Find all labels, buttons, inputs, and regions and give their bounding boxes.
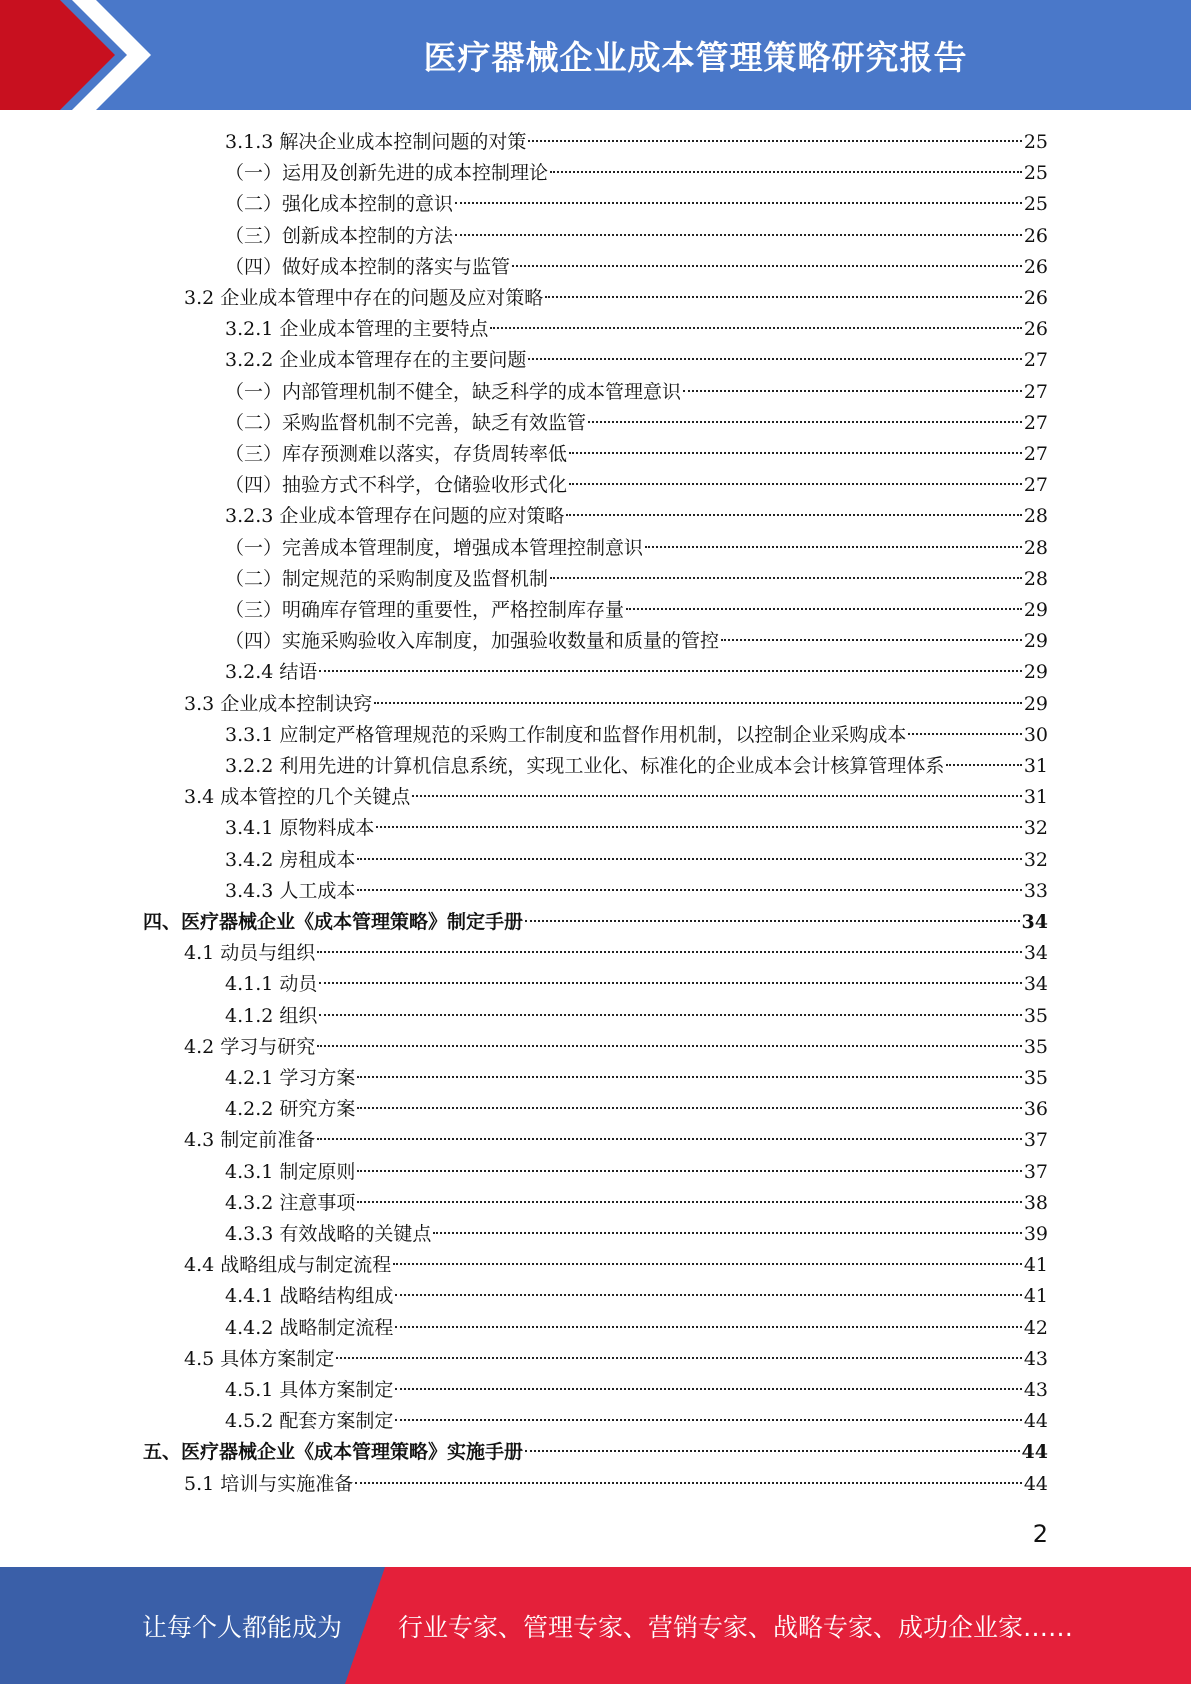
toc-dot-leader [525, 1450, 1020, 1452]
toc-entry[interactable] [225, 1313, 1048, 1344]
toc-entry-title: （二）强化成本控制的意识 [225, 193, 454, 215]
toc-entry-page: 30 [1023, 724, 1048, 746]
toc-entry-page: 31 [1023, 786, 1048, 808]
toc-entry-page: 44 [1023, 1410, 1048, 1432]
toc-dot-leader [455, 202, 1022, 204]
toc-dot-leader [317, 1045, 1022, 1047]
toc-entry-page: 37 [1023, 1129, 1048, 1151]
toc-entry-title: 3.1.3 解决企业成本控制问题的对策 [225, 131, 527, 153]
toc-entry-page: 35 [1023, 1036, 1048, 1058]
toc-dot-leader [455, 234, 1022, 236]
toc-entry-title: 4.2.1 学习方案 [225, 1067, 356, 1089]
toc-dot-leader [319, 670, 1021, 672]
toc-dot-leader [317, 951, 1022, 953]
toc-dot-leader [569, 483, 1022, 485]
toc-entry[interactable] [225, 1219, 1048, 1250]
toc-entry[interactable] [225, 1406, 1048, 1437]
toc-entry[interactable] [225, 1375, 1048, 1406]
toc-entry-title: 3.3.1 应制定严格管理规范的采购工作制度和监督作用机制，以控制企业采购成本 [225, 724, 907, 746]
toc-entry-title: 4.3.3 有效战略的关键点 [225, 1223, 432, 1245]
toc-entry-title: 3.2.2 利用先进的计算机信息系统，实现工业化、标准化的企业成本会计核算管理体系 [225, 755, 945, 777]
toc-entry-page: 26 [1023, 287, 1048, 309]
toc-entry[interactable] [225, 813, 1048, 844]
toc-entry-title: 4.2 学习与研究 [184, 1036, 316, 1058]
toc-entry-page: 32 [1023, 817, 1048, 839]
toc-entry-title: （四）抽验方式不科学，仓储验收形式化 [225, 474, 568, 496]
toc-entry[interactable] [184, 1250, 1048, 1281]
toc-entry-page: 43 [1023, 1379, 1048, 1401]
toc-entry[interactable] [225, 439, 1048, 470]
toc-dot-leader [490, 327, 1021, 329]
toc-entry-page: 41 [1023, 1254, 1048, 1276]
toc-dot-leader [525, 920, 1020, 922]
toc-entry-title: （四）做好成本控制的落实与监管 [225, 256, 511, 278]
toc-dot-leader [626, 608, 1022, 610]
toc-entry-title: 4.1.1 动员 [225, 973, 318, 995]
toc-entry-title: 4.4.1 战略结构组成 [225, 1285, 394, 1307]
toc-dot-leader [376, 826, 1021, 828]
toc-entry[interactable] [225, 408, 1048, 439]
toc-entry-title: 五、医疗器械企业《成本管理策略》实施手册 [143, 1441, 524, 1463]
toc-entry[interactable] [225, 626, 1048, 657]
toc-dot-leader [433, 1232, 1021, 1234]
toc-dot-leader [566, 514, 1021, 516]
footer-slogan-right: 行业专家、管理专家、营销专家、战略专家、成功企业家…… [398, 1612, 1074, 1642]
toc-entry[interactable] [225, 1094, 1048, 1125]
toc-dot-leader [319, 1014, 1021, 1016]
toc-dot-leader [317, 1138, 1022, 1140]
toc-dot-leader [319, 982, 1021, 984]
toc-entry-page: 38 [1023, 1192, 1048, 1214]
toc-entry-title: 4.3 制定前准备 [184, 1129, 316, 1151]
toc-entry[interactable] [143, 1437, 1048, 1468]
toc-entry-title: （四）实施采购验收入库制度，加强验收数量和质量的管控 [225, 630, 720, 652]
toc-dot-leader [395, 1388, 1021, 1390]
toc-dot-leader [357, 1076, 1021, 1078]
toc-entry-title: （一）运用及创新先进的成本控制理论 [225, 162, 549, 184]
toc-entry-page: 44 [1021, 1441, 1048, 1463]
toc-entry[interactable] [184, 1469, 1048, 1500]
toc-entry-page: 33 [1023, 880, 1048, 902]
toc-entry[interactable] [225, 657, 1048, 688]
toc-entry[interactable] [225, 470, 1048, 501]
toc-entry[interactable] [225, 876, 1048, 907]
toc-dot-leader [569, 452, 1022, 454]
toc-entry[interactable] [184, 1125, 1048, 1156]
toc-entry-title: 3.2.1 企业成本管理的主要特点 [225, 318, 489, 340]
page-footer [0, 1567, 1191, 1684]
toc-dot-leader [395, 1419, 1021, 1421]
toc-dot-leader [545, 296, 1022, 298]
toc-entry-page: 29 [1023, 661, 1048, 683]
toc-entry[interactable] [225, 1281, 1048, 1312]
toc-entry-page: 43 [1023, 1348, 1048, 1370]
toc-entry-page: 44 [1023, 1473, 1048, 1495]
toc-dot-leader [357, 1170, 1021, 1172]
toc-entry[interactable] [184, 689, 1048, 720]
toc-entry[interactable] [184, 283, 1048, 314]
toc-entry-title: （三）创新成本控制的方法 [225, 225, 454, 247]
toc-entry[interactable] [225, 252, 1048, 283]
toc-entry-title: 4.3.1 制定原则 [225, 1161, 356, 1183]
toc-entry-title: 3.3 企业成本控制诀窍 [184, 693, 373, 715]
toc-entry-title: 四、医疗器械企业《成本管理策略》制定手册 [143, 911, 524, 933]
toc-entry-title: 3.2.4 结语 [225, 661, 318, 683]
toc-dot-leader [374, 702, 1022, 704]
toc-entry[interactable] [225, 501, 1048, 532]
toc-dot-leader [395, 1326, 1021, 1328]
toc-entry-title: （一）内部管理机制不健全，缺乏科学的成本管理意识 [225, 381, 682, 403]
toc-entry-title: 4.3.2 注意事项 [225, 1192, 356, 1214]
toc-entry-title: （一）完善成本管理制度，增强成本管理控制意识 [225, 537, 644, 559]
toc-entry-page: 25 [1023, 131, 1048, 153]
toc-entry-page: 26 [1023, 256, 1048, 278]
toc-entry-title: 3.4.2 房租成本 [225, 849, 356, 871]
toc-entry[interactable] [225, 533, 1048, 564]
toc-entry-title: （三）明确库存管理的重要性，严格控制库存量 [225, 599, 625, 621]
toc-entry-page: 27 [1023, 443, 1048, 465]
header-arrow-icon [0, 0, 160, 110]
toc-entry[interactable] [184, 1344, 1048, 1375]
toc-entry-title: （三）库存预测难以落实，存货周转率低 [225, 443, 568, 465]
toc-dot-leader [336, 1357, 1022, 1359]
toc-entry-page: 31 [1023, 755, 1048, 777]
page-number: 2 [1032, 1520, 1048, 1548]
toc-dot-leader [357, 1201, 1021, 1203]
toc-entry-title: 4.1.2 组织 [225, 1005, 318, 1027]
toc-dot-leader [683, 390, 1022, 392]
toc-entry-page: 28 [1023, 568, 1048, 590]
toc-entry-page: 29 [1023, 693, 1048, 715]
toc-entry-page: 28 [1023, 505, 1048, 527]
toc-dot-leader [412, 795, 1022, 797]
toc-entry-page: 26 [1023, 225, 1048, 247]
toc-entry-title: 5.1 培训与实施准备 [184, 1473, 354, 1495]
toc-entry-page: 27 [1023, 474, 1048, 496]
toc-entry[interactable] [225, 345, 1048, 376]
toc-entry-title: 4.5.2 配套方案制定 [225, 1410, 394, 1432]
toc-dot-leader [645, 546, 1022, 548]
toc-entry-title: 3.4 成本管控的几个关键点 [184, 786, 411, 808]
toc-entry[interactable] [225, 845, 1048, 876]
toc-dot-leader [528, 140, 1021, 142]
toc-dot-leader [550, 171, 1022, 173]
toc-entry-page: 28 [1023, 537, 1048, 559]
toc-entry[interactable] [225, 720, 1048, 751]
toc-entry-page: 25 [1023, 162, 1048, 184]
toc-entry-title: 3.4.3 人工成本 [225, 880, 356, 902]
toc-entry-page: 37 [1023, 1161, 1048, 1183]
toc-entry-title: 4.2.2 研究方案 [225, 1098, 356, 1120]
toc-entry-page: 27 [1023, 412, 1048, 434]
toc-entry[interactable] [225, 1063, 1048, 1094]
toc-entry[interactable] [184, 1032, 1048, 1063]
toc-entry-page: 26 [1023, 318, 1048, 340]
toc-dot-leader [550, 577, 1022, 579]
toc-entry-page: 35 [1023, 1005, 1048, 1027]
toc-dot-leader [355, 1482, 1022, 1484]
toc-dot-leader [512, 265, 1022, 267]
toc-dot-leader [528, 358, 1021, 360]
toc-entry-page: 34 [1023, 973, 1048, 995]
toc-entry[interactable] [225, 127, 1048, 158]
toc-entry-title: 3.2.2 企业成本管理存在的主要问题 [225, 349, 527, 371]
toc-entry[interactable] [225, 377, 1048, 408]
toc-dot-leader [588, 421, 1022, 423]
toc-entry[interactable] [225, 1001, 1048, 1032]
toc-entry-page: 36 [1023, 1098, 1048, 1120]
toc-entry[interactable] [225, 1188, 1048, 1219]
toc-entry[interactable] [225, 1157, 1048, 1188]
toc-entry[interactable] [143, 907, 1048, 938]
toc-entry-page: 35 [1023, 1067, 1048, 1089]
toc-entry-title: 4.5.1 具体方案制定 [225, 1379, 394, 1401]
toc-dot-leader [357, 889, 1021, 891]
toc-entry-page: 25 [1023, 193, 1048, 215]
toc-entry-page: 29 [1023, 630, 1048, 652]
toc-entry-title: 4.4.2 战略制定流程 [225, 1317, 394, 1339]
toc-entry-page: 34 [1023, 942, 1048, 964]
toc-entry[interactable] [225, 158, 1048, 189]
toc-entry-page: 27 [1023, 381, 1048, 403]
toc-entry-page: 42 [1023, 1317, 1048, 1339]
toc-dot-leader [357, 858, 1021, 860]
toc-dot-leader [946, 764, 1021, 766]
toc-dot-leader [395, 1294, 1021, 1296]
toc-entry-page: 29 [1023, 599, 1048, 621]
toc-entry-page: 34 [1021, 911, 1048, 933]
toc-entry[interactable] [225, 564, 1048, 595]
toc-entry-title: 4.4 战略组成与制定流程 [184, 1254, 392, 1276]
toc-entry-page: 32 [1023, 849, 1048, 871]
toc-dot-leader [908, 733, 1021, 735]
toc-entry[interactable] [225, 751, 1048, 782]
toc-entry-title: （二）制定规范的采购制度及监督机制 [225, 568, 549, 590]
toc-entry-title: （二）采购监督机制不完善，缺乏有效监管 [225, 412, 587, 434]
toc-entry-title: 4.1 动员与组织 [184, 942, 316, 964]
toc-entry[interactable] [225, 221, 1048, 252]
toc-dot-leader [393, 1263, 1022, 1265]
toc-entry[interactable] [184, 938, 1048, 969]
toc-entry[interactable] [225, 314, 1048, 345]
toc-entry[interactable] [225, 969, 1048, 1000]
toc-entry-page: 39 [1023, 1223, 1048, 1245]
toc-entry-title: 4.5 具体方案制定 [184, 1348, 335, 1370]
toc-entry[interactable] [184, 782, 1048, 813]
footer-slogan-left: 让每个人都能成为 [142, 1612, 343, 1642]
toc-dot-leader [357, 1107, 1021, 1109]
toc-entry[interactable] [225, 595, 1048, 626]
toc-entry-title: 3.4.1 原物料成本 [225, 817, 375, 839]
toc-entry-title: 3.2.3 企业成本管理存在问题的应对策略 [225, 505, 565, 527]
document-title: 医疗器械企业成本管理策略研究报告 [423, 37, 968, 77]
toc-entry[interactable] [225, 189, 1048, 220]
toc-entry-title: 3.2 企业成本管理中存在的问题及应对策略 [184, 287, 544, 309]
toc-entry-page: 41 [1023, 1285, 1048, 1307]
toc-dot-leader [721, 639, 1022, 641]
page-header [0, 0, 1191, 110]
toc-entry-page: 27 [1023, 349, 1048, 371]
